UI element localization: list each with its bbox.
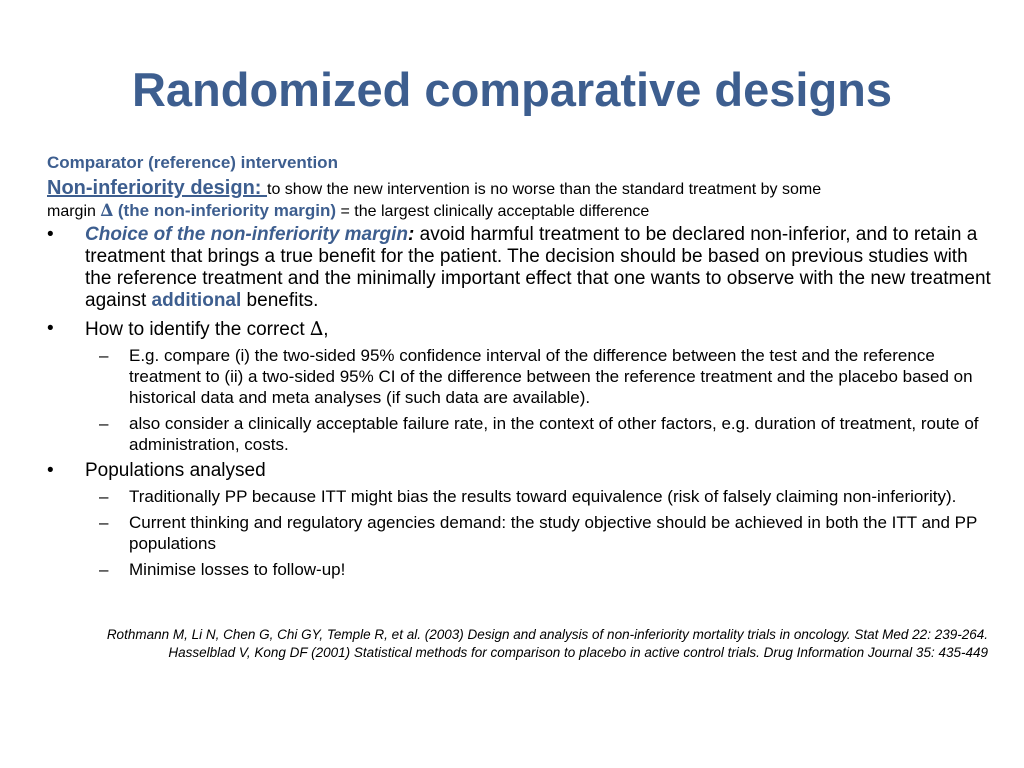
margin-definition: = the largest clinically acceptable difference xyxy=(336,203,650,220)
bullet-marker: • xyxy=(47,318,54,339)
non-inferiority-text: to show the new intervention is no worse than the standard treatment by some xyxy=(267,181,822,198)
references xyxy=(28,626,988,662)
slide-title: Randomized comparative designs xyxy=(131,63,893,116)
sub-bullet-compare-ci xyxy=(47,345,992,408)
sub-bullet-current-thinking xyxy=(47,512,992,554)
sub-bullet-failure-rate xyxy=(47,413,992,455)
bullet-text: avoid harmful treatment to be declared non-inferior, and to retain a treatment that brings a true benefit for the patient. The decision should be based on previous studies with the reference treatment and the minimally important effect that one wants to observe with the new treatment against xyxy=(85,224,991,311)
bullet-marker: • xyxy=(47,460,54,481)
bullet-text-end: benefits. xyxy=(241,290,319,311)
delta-symbol: ∆ xyxy=(309,318,324,340)
comparator-heading: Comparator (reference) intervention xyxy=(47,153,338,172)
sub-bullet-text: Current thinking and regulatory agencies demand: the study objective should be achieved in both the ITT and PP populations xyxy=(129,513,978,553)
sub-bullet-marker: – xyxy=(99,414,109,433)
bullet-populations xyxy=(47,460,992,482)
margin-label: (the non-inferiority margin) xyxy=(113,201,337,220)
slide-content xyxy=(47,153,992,585)
bullet-suffix: , xyxy=(323,319,329,340)
sub-bullet-marker: – xyxy=(99,513,109,532)
non-inferiority-heading: Non-inferiority design: xyxy=(47,177,267,199)
highlight-additional: additional xyxy=(151,290,242,311)
bullet-marker: • xyxy=(47,224,54,245)
bullet-text: Populations analysed xyxy=(85,460,266,481)
delta-symbol: ∆ xyxy=(100,201,114,221)
sub-bullet-text: Minimise losses to follow-up! xyxy=(129,560,346,579)
sub-bullet-text: E.g. compare (i) the two-sided 95% confidence interval of the difference between the test and the reference treatment to (ii) a two-sided 95% CI of the difference between the reference treatment and the placebo based on historical data and meta analyses (if such data are available). xyxy=(129,346,973,407)
sub-bullet-marker: – xyxy=(99,346,109,365)
non-inferiority-definition xyxy=(47,177,992,201)
bullet-identify-delta xyxy=(47,318,992,341)
bullet-text: How to identify the correct xyxy=(85,319,310,340)
margin-prefix: margin xyxy=(47,203,101,220)
sub-bullet-marker: – xyxy=(99,560,109,579)
non-inferiority-margin-line xyxy=(47,201,992,222)
sub-bullet-text: also consider a clinically acceptable failure rate, in the context of other factors, e.g. duration of treatment, route of administration, costs. xyxy=(129,414,979,454)
sub-bullet-minimise-losses xyxy=(47,559,992,580)
bullet-choice-of-margin xyxy=(47,224,992,312)
reference-hasselblad: Hasselblad V, Kong DF (2001) Statistical methods for comparison to placebo in active control trials. Drug Information Journal 35: 435-449 xyxy=(168,645,988,660)
sub-bullet-pp xyxy=(47,486,992,507)
bullet-colon: : xyxy=(408,224,415,245)
sub-bullet-marker: – xyxy=(99,487,109,506)
sub-bullet-text: Traditionally PP because ITT might bias the results toward equivalence (risk of falsely claiming non-inferiority). xyxy=(129,487,957,506)
reference-rothmann: Rothmann M, Li N, Chen G, Chi GY, Temple R, et al. (2003) Design and analysis of non-inferiority mortality trials in oncology. Stat Med 22: 239-264. xyxy=(106,627,988,642)
bullet-label: Choice of the non-inferiority margin xyxy=(85,224,409,245)
